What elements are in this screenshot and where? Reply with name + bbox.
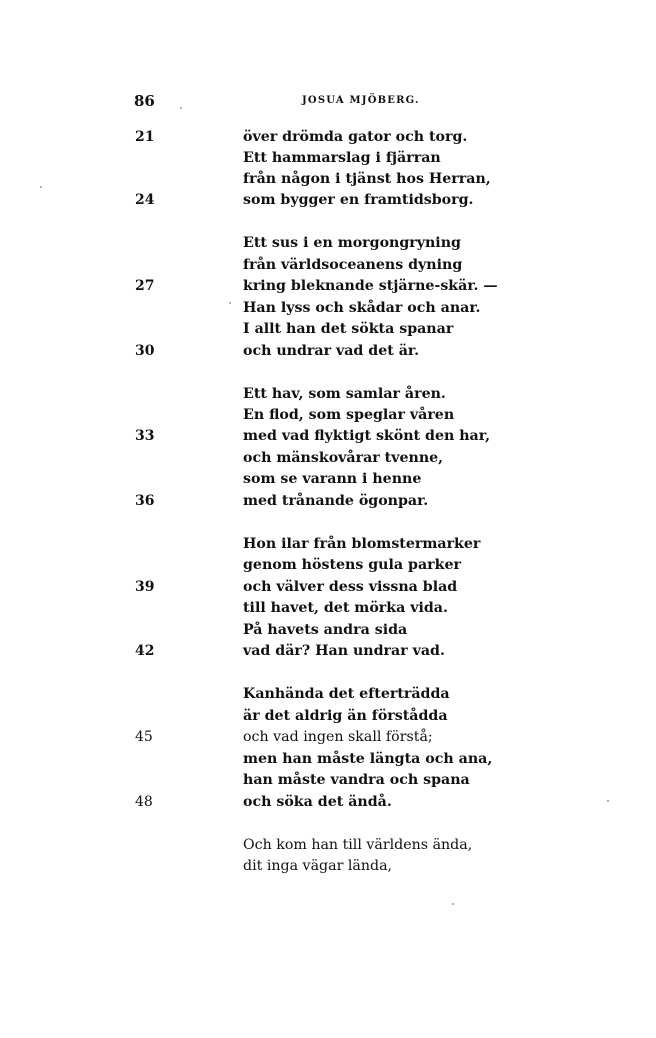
- poem-line: och välver dess vissna blad: [243, 579, 458, 595]
- scan-speck: [180, 107, 182, 109]
- poem-line: Hon ilar från blomstermarker: [243, 536, 481, 552]
- line-number: 30: [135, 343, 155, 359]
- poem-line: genom höstens gula parker: [243, 557, 461, 573]
- page-number: 86: [134, 92, 155, 110]
- line-number: 21: [135, 129, 155, 145]
- line-number: 48: [135, 794, 153, 810]
- poem-line: Kanhända det efterträdda: [243, 686, 450, 702]
- poem-line: Ett hav, som samlar åren.: [243, 386, 446, 402]
- poem-line: och vad ingen skall förstå;: [243, 729, 433, 745]
- scan-speck: [452, 903, 454, 905]
- poem-line: Och kom han till världens ända,: [243, 837, 473, 853]
- poem-line: En flod, som speglar våren: [243, 407, 455, 423]
- scan-speck: [40, 186, 42, 188]
- line-number: 33: [135, 428, 155, 444]
- line-number: 39: [135, 579, 155, 595]
- poem-line: och mänskovårar tvenne,: [243, 450, 444, 466]
- poem-line: kring bleknande stjärne-skär. —: [243, 278, 498, 294]
- scan-speck: [229, 302, 231, 304]
- line-number: 27: [135, 278, 155, 294]
- poem-line: han måste vandra och spana: [243, 772, 470, 788]
- poem-line: med trånande ögonpar.: [243, 493, 429, 509]
- poem-line: och undrar vad det är.: [243, 343, 420, 359]
- poem-line: som se varann i henne: [243, 471, 422, 487]
- poem-line: och söka det ändå.: [243, 794, 392, 810]
- poem-line: men han måste längta och ana,: [243, 751, 493, 767]
- poem-line: är det aldrig än förstådda: [243, 708, 448, 724]
- poem-line: vad där? Han undrar vad.: [243, 643, 445, 659]
- poem-line: Ett hammarslag i fjärran: [243, 150, 441, 166]
- poem-line: Ett sus i en morgongryning: [243, 235, 461, 251]
- line-number: 24: [135, 192, 155, 208]
- poem-line: som bygger en framtidsborg.: [243, 192, 474, 208]
- scan-speck: [607, 800, 609, 802]
- running-head: JOSUA MJÖBERG.: [302, 95, 420, 106]
- poem-line: dit inga vägar lända,: [243, 858, 393, 874]
- poem-line: över drömda gator och torg.: [243, 129, 468, 145]
- poem-line: från någon i tjänst hos Herran,: [243, 171, 491, 187]
- poem-line: från världsoceanens dyning: [243, 257, 463, 273]
- poem-line: På havets andra sida: [243, 622, 408, 638]
- line-number: 42: [135, 643, 155, 659]
- line-number: 36: [135, 493, 155, 509]
- poem-line: I allt han det sökta spanar: [243, 321, 454, 337]
- poem-line: till havet, det mörka vida.: [243, 600, 448, 616]
- poem-line: Han lyss och skådar och anar.: [243, 300, 481, 316]
- line-number: 45: [135, 729, 153, 745]
- poem-line: med vad flyktigt skönt den har,: [243, 428, 491, 444]
